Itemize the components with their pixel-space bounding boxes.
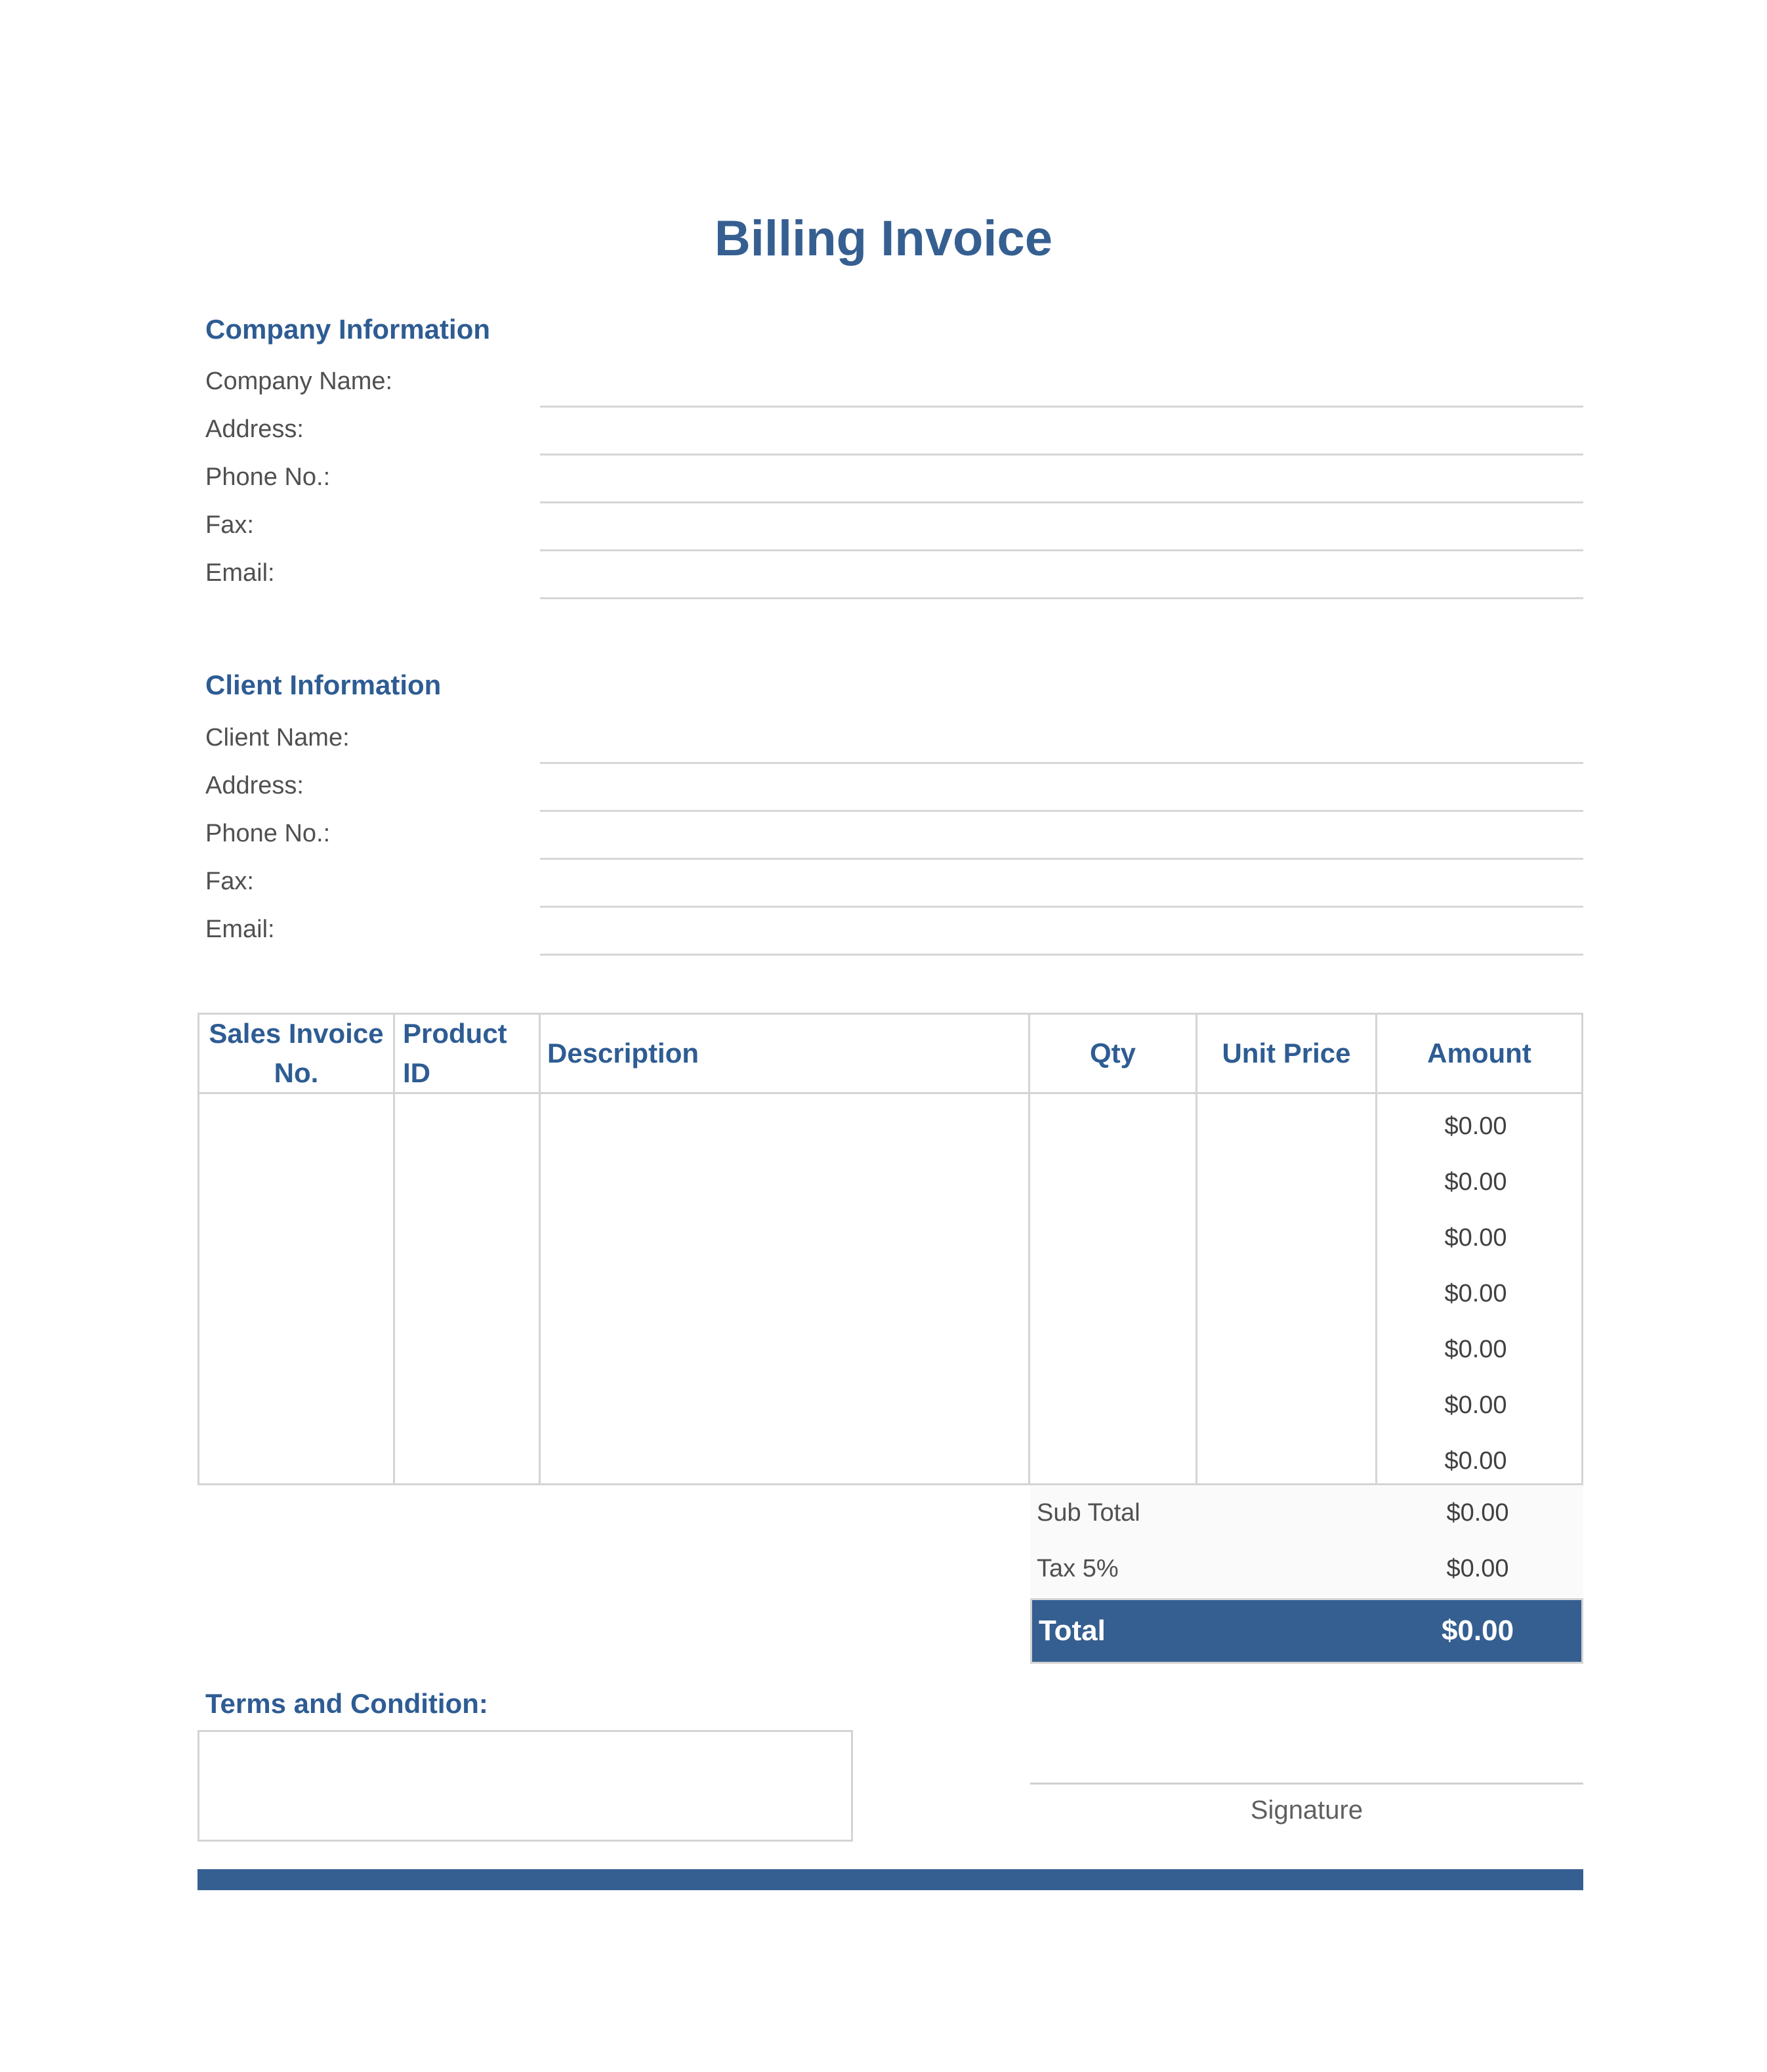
company-info-heading: Company Information <box>205 314 491 345</box>
company-name-field[interactable] <box>540 406 1583 408</box>
amount-cell[interactable]: $0.00 <box>1444 1447 1507 1475</box>
amount-cell[interactable]: $0.00 <box>1444 1391 1507 1419</box>
company-address-label: Address: <box>205 415 304 443</box>
total-row <box>1030 1598 1583 1664</box>
company-name-label: Company Name: <box>205 368 393 395</box>
client-email-field[interactable] <box>540 954 1583 956</box>
client-address-label: Address: <box>205 772 304 799</box>
col-header-description: Description <box>547 1038 699 1068</box>
client-phone-row <box>205 820 1583 867</box>
client-fax-row <box>205 868 1583 915</box>
client-address-field[interactable] <box>540 810 1583 812</box>
terms-textbox[interactable] <box>197 1730 853 1842</box>
company-address-field[interactable] <box>540 454 1583 455</box>
amount-cell[interactable]: $0.00 <box>1444 1168 1507 1196</box>
client-name-field[interactable] <box>540 762 1583 764</box>
client-address-row <box>205 772 1583 819</box>
subtotal-label: Sub Total <box>1037 1499 1140 1527</box>
total-value: $0.00 <box>1441 1615 1514 1647</box>
company-email-field[interactable] <box>540 597 1583 599</box>
client-email-label: Email: <box>205 916 275 943</box>
company-email-label: Email: <box>205 559 275 587</box>
col-header-unit-price: Unit Price <box>1222 1038 1351 1068</box>
col-header-amount: Amount <box>1427 1038 1531 1068</box>
company-fax-row <box>205 511 1583 559</box>
client-name-label: Client Name: <box>205 724 350 751</box>
company-fax-label: Fax: <box>205 511 254 539</box>
company-name-row <box>205 368 1583 415</box>
subtotal-value: $0.00 <box>1446 1499 1509 1527</box>
company-phone-label: Phone No.: <box>205 463 331 491</box>
items-table <box>197 1013 1583 1485</box>
company-phone-row <box>205 463 1583 511</box>
footer-bar <box>197 1869 1583 1890</box>
tax-label: Tax 5% <box>1037 1555 1119 1582</box>
client-phone-field[interactable] <box>540 858 1583 860</box>
col-header-qty: Qty <box>1089 1038 1136 1068</box>
amount-cell[interactable]: $0.00 <box>1444 1224 1507 1252</box>
amount-cell[interactable]: $0.00 <box>1444 1336 1507 1363</box>
col-header-product-id: Product ID <box>403 1018 507 1088</box>
total-label: Total <box>1039 1615 1106 1647</box>
client-info-heading: Client Information <box>205 669 442 700</box>
company-email-row <box>205 559 1583 606</box>
client-phone-label: Phone No.: <box>205 820 331 847</box>
amount-cell[interactable]: $0.00 <box>1444 1112 1507 1140</box>
subtotal-row <box>1030 1485 1583 1541</box>
client-email-row <box>205 916 1583 963</box>
company-phone-field[interactable] <box>540 501 1583 503</box>
col-header-invoice-no: Sales Invoice No. <box>209 1018 384 1088</box>
company-fax-field[interactable] <box>540 549 1583 551</box>
tax-value: $0.00 <box>1446 1555 1509 1582</box>
signature-line[interactable] <box>1030 1783 1583 1785</box>
tax-row <box>1030 1541 1583 1597</box>
client-fax-field[interactable] <box>540 906 1583 908</box>
terms-heading: Terms and Condition: <box>205 1688 488 1719</box>
amount-cell[interactable]: $0.00 <box>1444 1280 1507 1307</box>
client-fax-label: Fax: <box>205 868 254 895</box>
company-address-row <box>205 415 1583 463</box>
invoice-title: Billing Invoice <box>714 211 1053 266</box>
client-name-row <box>205 724 1583 771</box>
signature-label: Signature <box>1250 1796 1363 1825</box>
